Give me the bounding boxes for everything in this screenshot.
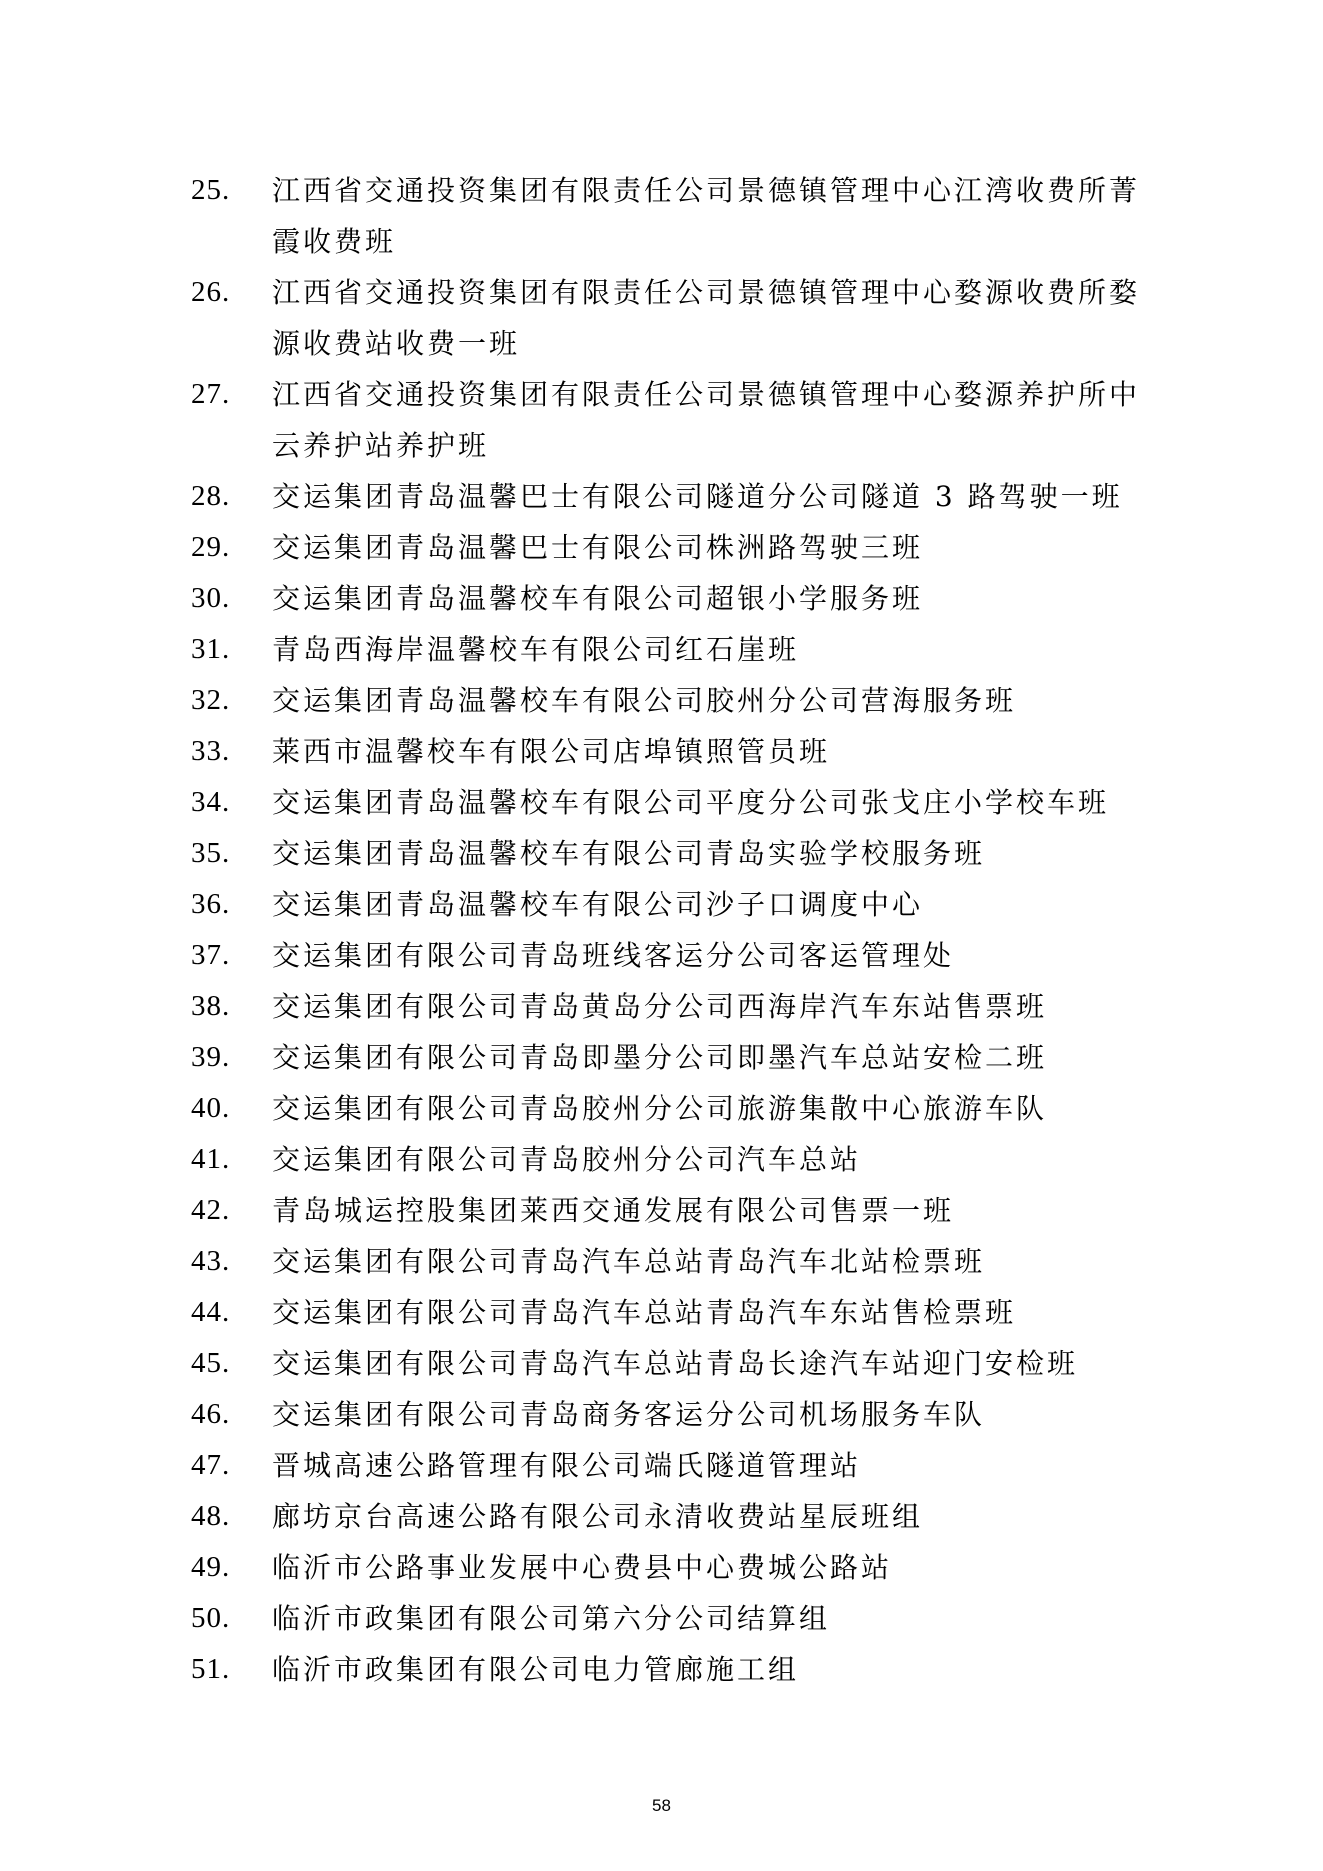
item-text-line: 交运集团青岛温馨校车有限公司平度分公司张戈庄小学校车班 xyxy=(272,786,1110,819)
item-number: 46. xyxy=(191,1398,231,1430)
item-text xyxy=(272,930,954,981)
item-number: 48. xyxy=(191,1500,231,1532)
item-text-line: 江西省交通投资集团有限责任公司景德镇管理中心江湾收费所菁 xyxy=(272,174,1141,207)
list-item xyxy=(191,1491,1151,1542)
item-text xyxy=(272,879,923,930)
item-number: 34. xyxy=(191,786,231,818)
item-number: 37. xyxy=(191,939,231,971)
list-item xyxy=(191,1083,1151,1134)
list-item xyxy=(191,879,1151,930)
list-item xyxy=(191,1185,1151,1236)
list-item xyxy=(191,1644,1151,1695)
item-number: 32. xyxy=(191,684,231,716)
list-item xyxy=(191,981,1151,1032)
item-text-line: 霞收费班 xyxy=(272,225,397,258)
list-item xyxy=(191,1338,1151,1389)
item-number: 49. xyxy=(191,1551,231,1583)
item-text-line: 晋城高速公路管理有限公司端氏隧道管理站 xyxy=(272,1449,862,1482)
page-number: 58 xyxy=(652,1796,671,1815)
item-number: 36. xyxy=(191,888,231,920)
item-text-line: 交运集团青岛温馨校车有限公司青岛实验学校服务班 xyxy=(272,837,986,870)
item-text xyxy=(272,1083,1047,1134)
item-text xyxy=(272,1287,1016,1338)
item-text-line: 江西省交通投资集团有限责任公司景德镇管理中心婺源养护所中 xyxy=(272,378,1141,411)
list-item xyxy=(191,624,1151,675)
item-text xyxy=(272,1338,1078,1389)
item-number: 40. xyxy=(191,1092,231,1124)
list-item xyxy=(191,1593,1151,1644)
list-item xyxy=(191,1032,1151,1083)
item-number: 39. xyxy=(191,1041,231,1073)
item-text xyxy=(272,1134,861,1185)
item-text xyxy=(272,726,830,777)
item-number: 28. xyxy=(191,480,231,512)
item-text-line: 交运集团有限公司青岛汽车总站青岛汽车东站售检票班 xyxy=(272,1296,1017,1329)
item-number: 51. xyxy=(191,1653,231,1685)
item-text xyxy=(272,1644,799,1695)
item-text-line: 莱西市温馨校车有限公司店埠镇照管员班 xyxy=(272,735,831,768)
item-number: 41. xyxy=(191,1143,231,1175)
item-text xyxy=(272,1542,892,1593)
item-number: 26. xyxy=(191,276,231,308)
list-item xyxy=(191,522,1151,573)
item-text-line: 交运集团青岛温馨校车有限公司沙子口调度中心 xyxy=(272,888,924,921)
list-item xyxy=(191,1542,1151,1593)
item-text xyxy=(272,675,1016,726)
item-text xyxy=(272,828,985,879)
item-text-line: 江西省交通投资集团有限责任公司景德镇管理中心婺源收费所婺 xyxy=(272,276,1141,309)
item-number: 43. xyxy=(191,1245,231,1277)
item-number: 25. xyxy=(191,174,231,206)
item-text-line: 青岛城运控股集团莱西交通发展有限公司售票一班 xyxy=(272,1194,955,1227)
item-text-line: 廊坊京台高速公路有限公司永清收费站星辰班组 xyxy=(272,1500,924,1533)
list-item xyxy=(191,828,1151,879)
item-text-line: 交运集团青岛温馨校车有限公司超银小学服务班 xyxy=(272,582,924,615)
item-number: 33. xyxy=(191,735,231,767)
list-item xyxy=(191,726,1151,777)
list-item xyxy=(191,369,1151,471)
item-text xyxy=(272,522,923,573)
item-text xyxy=(272,1440,861,1491)
item-number: 44. xyxy=(191,1296,231,1328)
item-text xyxy=(272,1236,985,1287)
item-text-line: 临沂市政集团有限公司电力管廊施工组 xyxy=(272,1653,800,1686)
item-text xyxy=(272,777,1109,828)
item-text-line: 交运集团有限公司青岛商务客运分公司机场服务车队 xyxy=(272,1398,986,1431)
item-text xyxy=(272,165,1140,267)
list-item xyxy=(191,471,1151,522)
item-text xyxy=(272,624,799,675)
item-text-line: 源收费站收费一班 xyxy=(272,327,521,360)
item-text-line: 交运集团有限公司青岛汽车总站青岛长途汽车站迎门安检班 xyxy=(272,1347,1079,1380)
item-number: 35. xyxy=(191,837,231,869)
item-number: 47. xyxy=(191,1449,231,1481)
item-text xyxy=(272,1491,923,1542)
item-number: 31. xyxy=(191,633,231,665)
list-item xyxy=(191,573,1151,624)
item-text-line: 交运集团有限公司青岛即墨分公司即墨汽车总站安检二班 xyxy=(272,1041,1048,1074)
item-number: 29. xyxy=(191,531,231,563)
item-text-line: 青岛西海岸温馨校车有限公司红石崖班 xyxy=(272,633,800,666)
list-item xyxy=(191,1236,1151,1287)
list-item xyxy=(191,1440,1151,1491)
list-item xyxy=(191,267,1151,369)
list-item xyxy=(191,1389,1151,1440)
item-text-line: 交运集团有限公司青岛胶州分公司旅游集散中心旅游车队 xyxy=(272,1092,1048,1125)
list-item xyxy=(191,165,1151,267)
item-text xyxy=(272,1032,1047,1083)
item-text-line: 临沂市政集团有限公司第六分公司结算组 xyxy=(272,1602,831,1635)
item-number: 27. xyxy=(191,378,231,410)
list-item xyxy=(191,777,1151,828)
item-text-line: 交运集团有限公司青岛黄岛分公司西海岸汽车东站售票班 xyxy=(272,990,1048,1023)
item-number: 42. xyxy=(191,1194,231,1226)
item-number: 45. xyxy=(191,1347,231,1379)
item-text-line: 交运集团有限公司青岛胶州分公司汽车总站 xyxy=(272,1143,862,1176)
item-text xyxy=(272,1389,985,1440)
item-text xyxy=(272,573,923,624)
item-text-line: 交运集团有限公司青岛汽车总站青岛汽车北站检票班 xyxy=(272,1245,986,1278)
item-number: 50. xyxy=(191,1602,231,1634)
list-item xyxy=(191,1287,1151,1338)
item-text xyxy=(272,471,1123,522)
item-text-line: 交运集团有限公司青岛班线客运分公司客运管理处 xyxy=(272,939,955,972)
item-text-line: 云养护站养护班 xyxy=(272,429,490,462)
item-text-line: 临沂市公路事业发展中心费县中心费城公路站 xyxy=(272,1551,893,1584)
list-item xyxy=(191,675,1151,726)
numbered-list xyxy=(191,165,1151,1695)
item-text-line: 交运集团青岛温馨巴士有限公司株洲路驾驶三班 xyxy=(272,531,924,564)
item-text-line: 交运集团青岛温馨校车有限公司胶州分公司营海服务班 xyxy=(272,684,1017,717)
item-number: 30. xyxy=(191,582,231,614)
item-text xyxy=(272,1185,954,1236)
item-number: 38. xyxy=(191,990,231,1022)
list-item xyxy=(191,1134,1151,1185)
item-text-line: 交运集团青岛温馨巴士有限公司隧道分公司隧道 3 路驾驶一班 xyxy=(272,480,1123,513)
item-text xyxy=(272,1593,830,1644)
list-item xyxy=(191,930,1151,981)
item-text xyxy=(272,267,1140,369)
item-text xyxy=(272,981,1047,1032)
item-text xyxy=(272,369,1140,471)
